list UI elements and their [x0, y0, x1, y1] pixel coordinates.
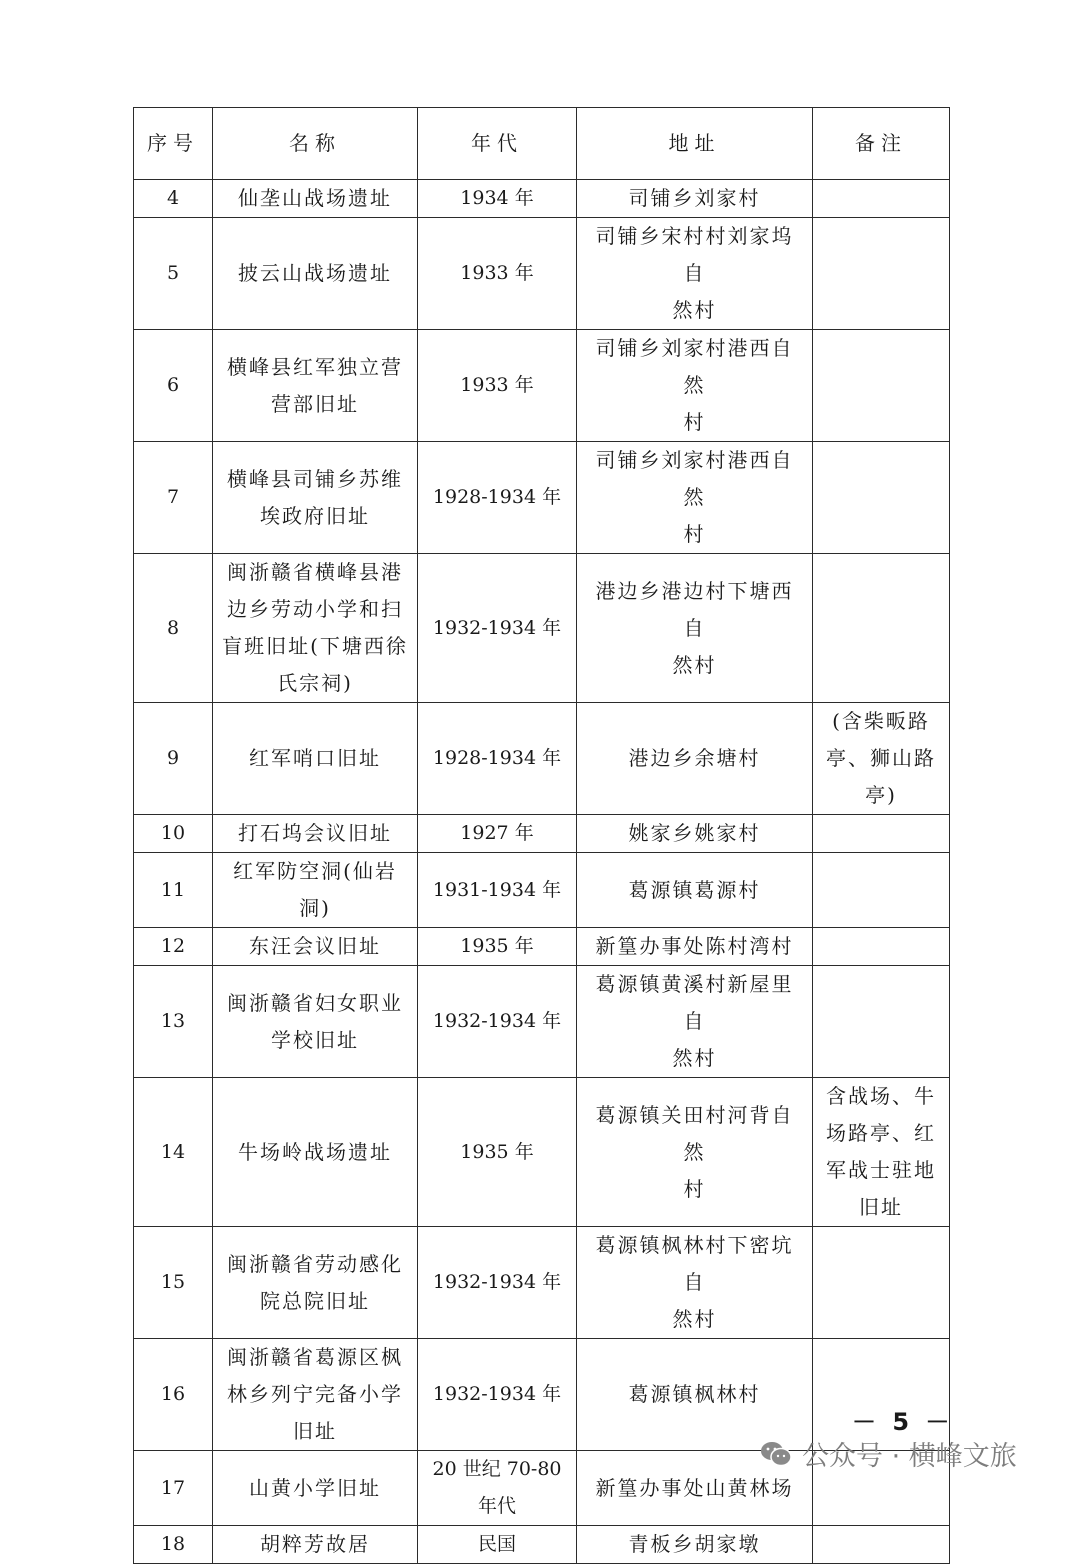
table-row — [134, 330, 950, 442]
header-name: 名称 — [213, 108, 418, 180]
row-address: 葛源镇枫林村下密坑自 然村 — [577, 1227, 813, 1339]
row-remark — [813, 554, 950, 703]
row-era: 1932-1934 年 — [418, 554, 577, 703]
row-address: 葛源镇关田村河背自然 村 — [577, 1078, 813, 1227]
row-name: 牛场岭战场遗址 — [213, 1078, 418, 1227]
row-era: 1935 年 — [418, 1078, 577, 1227]
row-address: 港边乡港边村下塘西自 然村 — [577, 554, 813, 703]
row-era: 1935 年 — [418, 928, 577, 966]
row-name: 横峰县司铺乡苏维 埃政府旧址 — [213, 442, 418, 554]
row-name: 东汪会议旧址 — [213, 928, 418, 966]
heritage-sites-table — [133, 107, 950, 1564]
table-row — [134, 442, 950, 554]
row-address: 姚家乡姚家村 — [577, 815, 813, 853]
row-remark — [813, 928, 950, 966]
row-name: 披云山战场遗址 — [213, 218, 418, 330]
row-name: 横峰县红军独立营 营部旧址 — [213, 330, 418, 442]
watermark-text: 公众号 · 横峰文旅 — [802, 1441, 1017, 1472]
row-serial: 12 — [134, 928, 213, 966]
row-era: 1933 年 — [418, 218, 577, 330]
row-address: 司铺乡刘家村港西自然 村 — [577, 330, 813, 442]
row-serial: 11 — [134, 853, 213, 928]
table-row — [134, 853, 950, 928]
table-header-row — [134, 108, 950, 180]
row-name: 闽浙赣省劳动感化 院总院旧址 — [213, 1227, 418, 1339]
row-era: 1927 年 — [418, 815, 577, 853]
table-row — [134, 218, 950, 330]
row-remark: 含战场、牛 场路亭、红 军战士驻地 旧址 — [813, 1078, 950, 1227]
row-serial: 14 — [134, 1078, 213, 1227]
row-address: 司铺乡刘家村港西自然 村 — [577, 442, 813, 554]
table-row — [134, 815, 950, 853]
row-remark — [813, 815, 950, 853]
row-name: 山黄小学旧址 — [213, 1451, 418, 1526]
row-name: 闽浙赣省横峰县港 边乡劳动小学和扫 盲班旧址(下塘西徐 氏宗祠) — [213, 554, 418, 703]
row-remark: (含柴畈路 亭、狮山路 亭) — [813, 703, 950, 815]
table-row — [134, 1227, 950, 1339]
page-number: － 5 － — [852, 1408, 954, 1436]
row-era: 1932-1934 年 — [418, 1339, 577, 1451]
row-address: 葛源镇葛源村 — [577, 853, 813, 928]
row-address: 港边乡余塘村 — [577, 703, 813, 815]
row-serial: 9 — [134, 703, 213, 815]
row-remark — [813, 966, 950, 1078]
row-era: 20 世纪 70-80 年代 — [418, 1451, 577, 1526]
row-era: 1932-1934 年 — [418, 1227, 577, 1339]
table-row — [134, 928, 950, 966]
row-address: 葛源镇枫林村 — [577, 1339, 813, 1451]
row-serial: 7 — [134, 442, 213, 554]
row-address: 葛源镇黄溪村新屋里自 然村 — [577, 966, 813, 1078]
row-era: 1934 年 — [418, 180, 577, 218]
row-name: 仙垄山战场遗址 — [213, 180, 418, 218]
table-row — [134, 554, 950, 703]
row-remark — [813, 1526, 950, 1564]
row-serial: 5 — [134, 218, 213, 330]
header-remark: 备注 — [813, 108, 950, 180]
row-serial: 18 — [134, 1526, 213, 1564]
header-serial: 序号 — [134, 108, 213, 180]
row-serial: 6 — [134, 330, 213, 442]
row-serial: 10 — [134, 815, 213, 853]
row-era: 1931-1934 年 — [418, 853, 577, 928]
row-name: 胡粹芳故居 — [213, 1526, 418, 1564]
table-row — [134, 180, 950, 218]
row-name: 红军哨口旧址 — [213, 703, 418, 815]
row-address: 司铺乡刘家村 — [577, 180, 813, 218]
row-remark — [813, 1227, 950, 1339]
row-serial: 4 — [134, 180, 213, 218]
row-name: 闽浙赣省葛源区枫 林乡列宁完备小学 旧址 — [213, 1339, 418, 1451]
row-era: 1932-1934 年 — [418, 966, 577, 1078]
wechat-icon — [760, 1440, 792, 1468]
table-row — [134, 1526, 950, 1564]
row-remark — [813, 442, 950, 554]
row-address: 新篁办事处陈村湾村 — [577, 928, 813, 966]
row-serial: 16 — [134, 1339, 213, 1451]
row-era: 1928-1934 年 — [418, 442, 577, 554]
row-address: 司铺乡宋村村刘家坞自 然村 — [577, 218, 813, 330]
row-name: 红军防空洞(仙岩 洞) — [213, 853, 418, 928]
row-serial: 15 — [134, 1227, 213, 1339]
table-row — [134, 966, 950, 1078]
row-remark — [813, 180, 950, 218]
row-serial: 8 — [134, 554, 213, 703]
row-address: 青板乡胡家墩 — [577, 1526, 813, 1564]
table-row — [134, 1078, 950, 1227]
row-remark — [813, 218, 950, 330]
row-name: 闽浙赣省妇女职业 学校旧址 — [213, 966, 418, 1078]
watermark — [760, 1434, 1017, 1473]
row-remark — [813, 853, 950, 928]
row-remark — [813, 330, 950, 442]
header-address: 地址 — [577, 108, 813, 180]
table-row — [134, 703, 950, 815]
header-era: 年代 — [418, 108, 577, 180]
row-era: 1933 年 — [418, 330, 577, 442]
row-name: 打石坞会议旧址 — [213, 815, 418, 853]
row-serial: 13 — [134, 966, 213, 1078]
row-era: 民国 — [418, 1526, 577, 1564]
row-address: 新篁办事处山黄林场 — [577, 1451, 813, 1526]
row-serial: 17 — [134, 1451, 213, 1526]
row-era: 1928-1934 年 — [418, 703, 577, 815]
